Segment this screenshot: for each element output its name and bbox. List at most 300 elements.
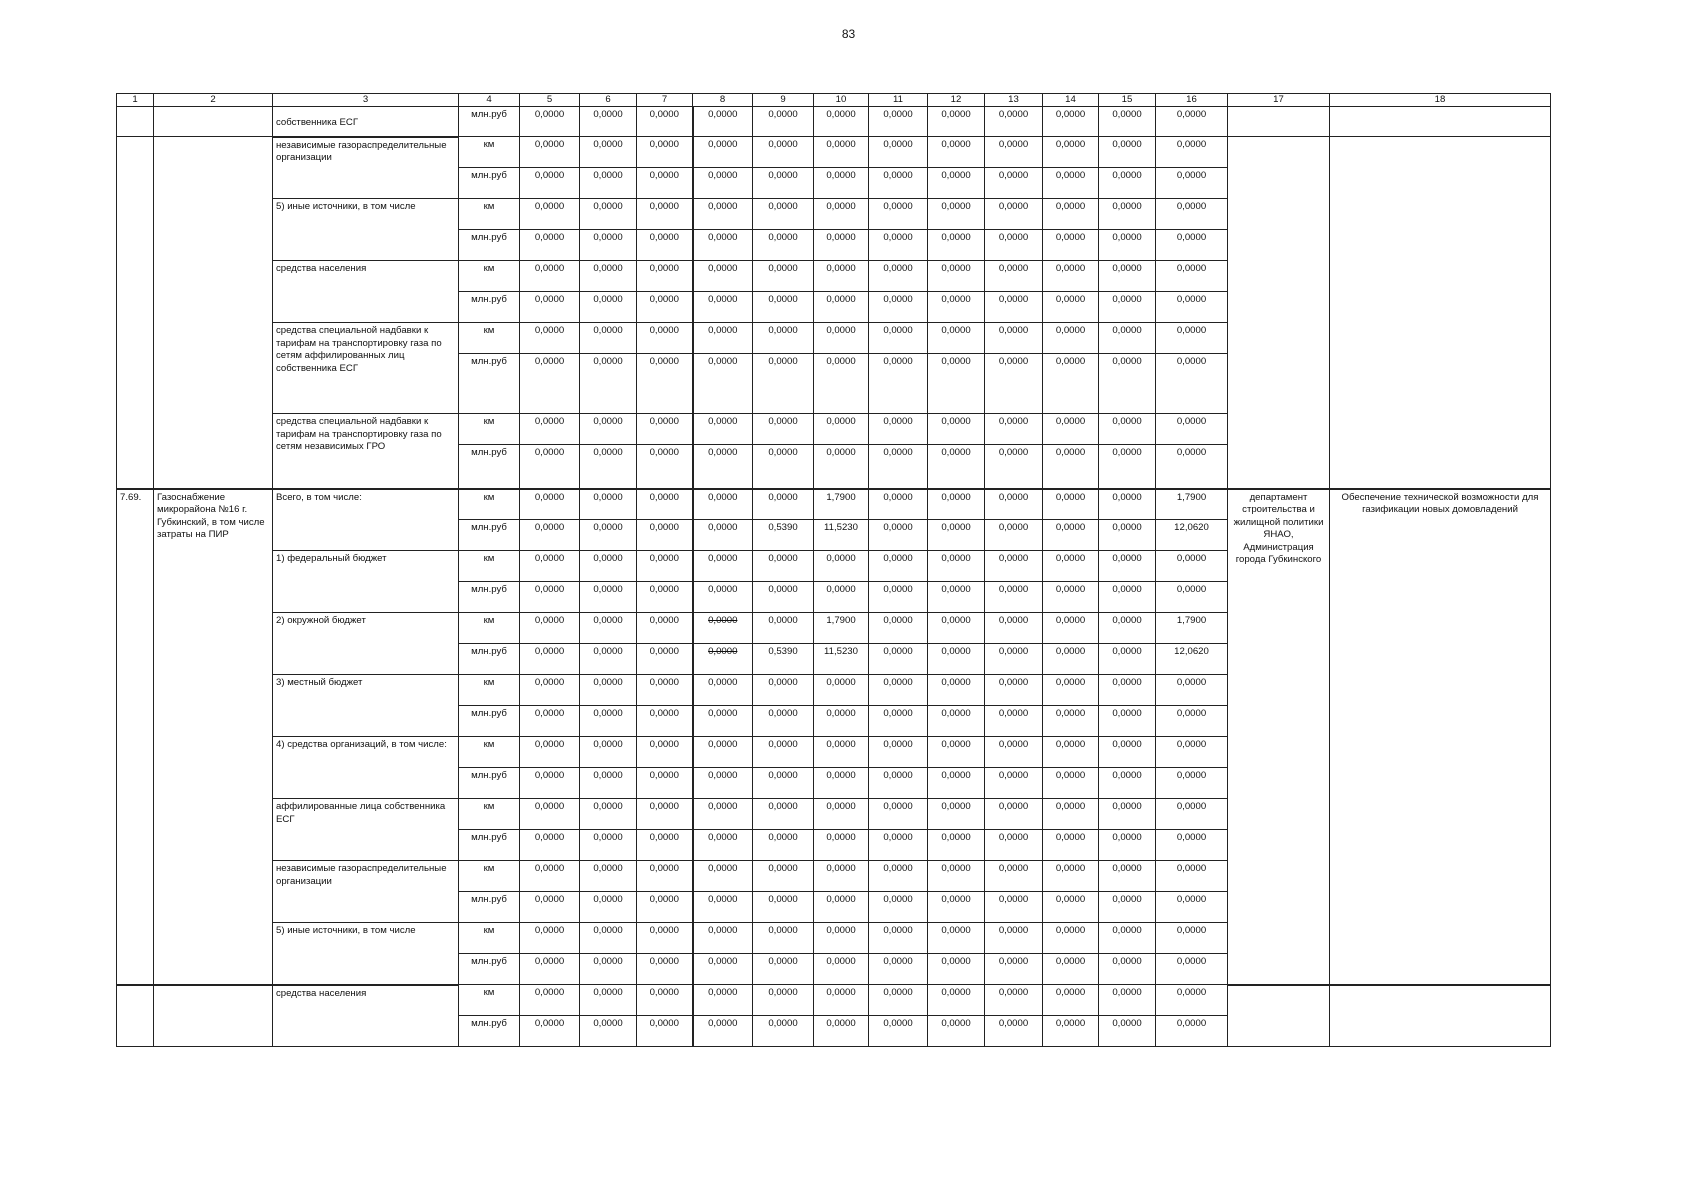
value-cell: 0,0000 (693, 137, 753, 168)
value-cell: 0,0000 (1099, 830, 1156, 861)
value-cell: 0,0000 (869, 230, 928, 261)
value-cell: 0,0000 (814, 414, 869, 445)
value-cell: 0,0000 (637, 354, 693, 414)
value-cell: 0,0000 (693, 954, 753, 985)
value-cell: 0,0000 (1156, 675, 1228, 706)
num-cell (117, 137, 154, 489)
value-cell: 0,0000 (520, 323, 580, 354)
value-cell: 0,0000 (985, 737, 1043, 768)
value-cell: 0,0000 (814, 582, 869, 613)
value-cell: 0,0000 (928, 582, 985, 613)
source-label: 5) иные источники, в том числе (273, 923, 459, 985)
value-cell: 0,0000 (1043, 414, 1099, 445)
value-cell: 0,0000 (1156, 414, 1228, 445)
value-cell: 0,0000 (580, 292, 637, 323)
value-cell: 0,0000 (985, 954, 1043, 985)
value-cell: 0,0000 (1043, 489, 1099, 520)
unit-cell: млн.руб (459, 168, 520, 199)
value-cell: 0,0000 (637, 551, 693, 582)
value-cell: 0,0000 (520, 199, 580, 230)
value-cell: 0,0000 (985, 261, 1043, 292)
column-header: 18 (1330, 94, 1551, 107)
column-header: 4 (459, 94, 520, 107)
unit-cell: км (459, 737, 520, 768)
value-cell: 0,0000 (985, 230, 1043, 261)
value-cell: 0,0000 (1043, 168, 1099, 199)
value-cell: 0,0000 (580, 706, 637, 737)
source-label: средства специальной надбавки к тарифам на транспортировку газа по сетям аффилированных лиц собственника ЕСГ (273, 323, 459, 414)
value-cell: 0,0000 (1043, 354, 1099, 414)
value-cell: 0,0000 (1043, 923, 1099, 954)
value-cell: 0,0000 (1043, 675, 1099, 706)
value-cell: 0,0000 (814, 551, 869, 582)
value-cell: 0,0000 (753, 137, 814, 168)
unit-cell: млн.руб (459, 644, 520, 675)
value-cell: 0,0000 (814, 230, 869, 261)
value-cell: 0,0000 (1156, 985, 1228, 1016)
column-header: 8 (693, 94, 753, 107)
value-cell: 0,0000 (520, 675, 580, 706)
source-label: 2) окружной бюджет (273, 613, 459, 675)
unit-cell: млн.руб (459, 445, 520, 489)
table-row (117, 985, 1551, 1016)
value-cell: 0,0000 (520, 230, 580, 261)
value-cell: 0,0000 (580, 107, 637, 137)
value-cell: 1,7900 (1156, 489, 1228, 520)
value-cell: 0,0000 (1099, 923, 1156, 954)
unit-cell: млн.руб (459, 768, 520, 799)
value-cell: 0,0000 (637, 892, 693, 923)
value-cell: 0,0000 (693, 292, 753, 323)
value-cell: 0,0000 (1043, 582, 1099, 613)
value-cell: 0,0000 (520, 354, 580, 414)
value-cell: 0,0000 (869, 107, 928, 137)
value-cell: 0,0000 (753, 768, 814, 799)
value-cell: 0,0000 (580, 414, 637, 445)
value-cell: 0,0000 (1156, 737, 1228, 768)
value-cell: 0,0000 (928, 551, 985, 582)
value-cell: 0,0000 (580, 582, 637, 613)
value-cell: 0,0000 (928, 954, 985, 985)
value-cell: 0,0000 (985, 489, 1043, 520)
column-header: 15 (1099, 94, 1156, 107)
value-cell: 0,0000 (928, 768, 985, 799)
value-cell: 0,0000 (1043, 551, 1099, 582)
value-cell: 0,0000 (928, 923, 985, 954)
column-header: 12 (928, 94, 985, 107)
value-cell: 0,0000 (637, 582, 693, 613)
column-header: 6 (580, 94, 637, 107)
value-cell: 0,0000 (985, 168, 1043, 199)
unit-cell: млн.руб (459, 107, 520, 137)
unit-cell: км (459, 799, 520, 830)
column-header: 2 (154, 94, 273, 107)
value-cell: 0,0000 (637, 737, 693, 768)
value-cell: 0,0000 (1099, 199, 1156, 230)
value-cell: 0,0000 (1099, 861, 1156, 892)
value-cell: 0,0000 (814, 199, 869, 230)
value-cell: 0,0000 (753, 292, 814, 323)
value-cell: 0,0000 (753, 706, 814, 737)
value-cell: 0,0000 (869, 954, 928, 985)
unit-cell: млн.руб (459, 230, 520, 261)
value-cell: 0,0000 (985, 768, 1043, 799)
value-cell: 0,0000 (693, 706, 753, 737)
value-cell: 1,7900 (814, 613, 869, 644)
source-label: средства населения (273, 261, 459, 323)
value-cell: 0,0000 (753, 354, 814, 414)
value-cell: 12,0620 (1156, 520, 1228, 551)
value-cell: 0,0000 (637, 168, 693, 199)
value-cell: 0,0000 (693, 489, 753, 520)
value-cell: 0,0000 (693, 1016, 753, 1047)
value-cell: 0,0000 (1099, 414, 1156, 445)
value-cell: 0,0000 (985, 861, 1043, 892)
value-cell: 0,0000 (637, 445, 693, 489)
value-cell: 0,0000 (753, 445, 814, 489)
value-cell: 0,0000 (814, 768, 869, 799)
num-cell (117, 107, 154, 137)
value-cell: 0,0000 (753, 954, 814, 985)
value-cell: 0,0000 (637, 644, 693, 675)
value-cell: 0,0000 (1043, 644, 1099, 675)
value-cell: 0,0000 (580, 737, 637, 768)
value-cell: 0,0000 (1156, 799, 1228, 830)
value-cell: 0,0000 (1156, 551, 1228, 582)
value-cell: 0,0000 (869, 1016, 928, 1047)
value-cell: 0,0000 (1043, 613, 1099, 644)
value-cell: 0,0000 (693, 923, 753, 954)
value-cell: 0,0000 (928, 675, 985, 706)
value-cell: 0,0000 (1156, 923, 1228, 954)
unit-cell: км (459, 613, 520, 644)
value-cell: 0,0000 (520, 985, 580, 1016)
value-cell: 0,0000 (869, 768, 928, 799)
unit-cell: км (459, 489, 520, 520)
unit-cell: км (459, 551, 520, 582)
value-cell: 0,0000 (985, 445, 1043, 489)
value-cell: 0,0000 (1156, 582, 1228, 613)
value-cell: 0,0000 (928, 292, 985, 323)
value-cell: 0,0000 (1156, 954, 1228, 985)
value-cell: 0,0000 (928, 354, 985, 414)
value-cell: 0,0000 (693, 354, 753, 414)
value-cell: 0,0000 (753, 230, 814, 261)
value-cell: 0,0000 (1043, 199, 1099, 230)
value-cell: 0,0000 (1043, 985, 1099, 1016)
value-cell: 0,0000 (693, 830, 753, 861)
value-cell: 0,0000 (928, 445, 985, 489)
value-cell: 0,0000 (928, 414, 985, 445)
value-cell: 0,0000 (985, 830, 1043, 861)
value-cell: 0,0000 (1099, 520, 1156, 551)
value-cell: 0,0000 (637, 954, 693, 985)
value-cell: 0,0000 (1043, 520, 1099, 551)
value-cell: 0,0000 (520, 107, 580, 137)
value-cell: 0,0000 (693, 168, 753, 199)
value-cell: 0,0000 (1099, 292, 1156, 323)
value-cell: 0,5390 (753, 644, 814, 675)
source-label: средства населения (273, 985, 459, 1047)
value-cell: 0,0000 (1156, 199, 1228, 230)
value-cell: 0,0000 (869, 199, 928, 230)
value-cell: 0,0000 (693, 861, 753, 892)
value-cell: 0,0000 (928, 489, 985, 520)
value-cell: 0,0000 (693, 107, 753, 137)
value-cell: 0,0000 (928, 706, 985, 737)
value-cell: 0,0000 (985, 675, 1043, 706)
value-cell: 0,0000 (1156, 768, 1228, 799)
value-cell: 0,0000 (693, 520, 753, 551)
value-cell: 0,0000 (520, 861, 580, 892)
value-cell: 0,0000 (869, 489, 928, 520)
source-label: независимые газораспределительные организации (273, 137, 459, 199)
value-cell: 0,0000 (637, 706, 693, 737)
value-cell: 0,0000 (637, 768, 693, 799)
value-cell: 0,0000 (869, 644, 928, 675)
value-cell: 0,0000 (985, 582, 1043, 613)
value-cell: 0,0000 (814, 107, 869, 137)
value-cell: 0,0000 (1156, 892, 1228, 923)
item-name: Газоснабжение микрорайона №16 г. Губкинский, в том числе затраты на ПИР (154, 489, 273, 985)
value-cell: 0,0000 (928, 985, 985, 1016)
value-cell: 0,0000 (520, 768, 580, 799)
name-cell (154, 137, 273, 489)
column-header: 5 (520, 94, 580, 107)
value-cell: 0,0000 (814, 737, 869, 768)
source-label: 4) средства организаций, в том числе: (273, 737, 459, 799)
value-cell: 0,0000 (814, 261, 869, 292)
value-cell: 0,0000 (869, 323, 928, 354)
value-cell: 0,0000 (928, 613, 985, 644)
value-cell: 0,0000 (580, 489, 637, 520)
value-cell: 0,0000 (1043, 261, 1099, 292)
unit-cell: млн.руб (459, 292, 520, 323)
value-cell: 1,7900 (814, 489, 869, 520)
value-cell: 0,0000 (814, 323, 869, 354)
value-cell: 0,0000 (520, 414, 580, 445)
value-cell: 0,0000 (1156, 137, 1228, 168)
value-cell: 0,0000 (869, 923, 928, 954)
value-cell: 0,0000 (580, 954, 637, 985)
goal-cell (1330, 107, 1551, 137)
value-cell: 0,0000 (928, 520, 985, 551)
executor-cell (1228, 107, 1330, 137)
unit-cell: км (459, 261, 520, 292)
source-label: собственника ЕСГ (273, 107, 459, 137)
value-cell: 0,0000 (753, 414, 814, 445)
value-cell: 0,0000 (693, 445, 753, 489)
value-cell: 0,0000 (1099, 489, 1156, 520)
value-cell: 0,0000 (985, 354, 1043, 414)
value-cell: 0,0000 (580, 613, 637, 644)
value-cell: 0,0000 (814, 1016, 869, 1047)
value-cell: 0,0000 (928, 1016, 985, 1047)
value-cell: 0,0000 (580, 551, 637, 582)
value-cell: 0,0000 (637, 292, 693, 323)
value-cell: 0,0000 (1099, 799, 1156, 830)
value-cell: 0,0000 (1156, 830, 1228, 861)
value-cell: 0,0000 (637, 923, 693, 954)
value-cell: 11,5230 (814, 644, 869, 675)
value-cell: 0,0000 (693, 261, 753, 292)
value-cell: 0,0000 (580, 799, 637, 830)
value-cell: 0,0000 (985, 107, 1043, 137)
value-cell: 0,0000 (520, 445, 580, 489)
value-cell: 0,0000 (1099, 1016, 1156, 1047)
value-cell: 0,0000 (1099, 892, 1156, 923)
value-cell: 0,0000 (520, 582, 580, 613)
value-cell: 0,0000 (1099, 768, 1156, 799)
value-cell: 0,0000 (580, 445, 637, 489)
item-number: 7.69. (117, 489, 154, 985)
source-label: 1) федеральный бюджет (273, 551, 459, 613)
source-label: независимые газораспределительные организации (273, 861, 459, 923)
value-cell: 0,0000 (814, 168, 869, 199)
value-cell: 0,0000 (753, 323, 814, 354)
value-cell: 0,0000 (928, 799, 985, 830)
value-cell: 0,0000 (985, 414, 1043, 445)
value-cell: 0,0000 (814, 675, 869, 706)
value-cell: 0,0000 (637, 199, 693, 230)
value-cell: 0,0000 (580, 230, 637, 261)
value-cell: 0,0000 (520, 737, 580, 768)
unit-cell: км (459, 323, 520, 354)
value-cell: 0,0000 (693, 799, 753, 830)
value-cell: 0,0000 (753, 923, 814, 954)
value-cell: 0,0000 (928, 737, 985, 768)
table-row (117, 489, 1551, 520)
value-cell: 0,5390 (753, 520, 814, 551)
unit-cell: км (459, 199, 520, 230)
value-cell: 0,0000 (985, 985, 1043, 1016)
value-cell: 0,0000 (1099, 644, 1156, 675)
unit-cell: млн.руб (459, 582, 520, 613)
value-cell: 0,0000 (1043, 737, 1099, 768)
value-cell: 0,0000 (520, 799, 580, 830)
value-cell: 0,0000 (580, 675, 637, 706)
value-cell: 0,0000 (637, 799, 693, 830)
value-cell: 0,0000 (928, 323, 985, 354)
unit-cell: млн.руб (459, 892, 520, 923)
value-cell: 0,0000 (869, 292, 928, 323)
value-cell: 0,0000 (693, 199, 753, 230)
value-cell: 0,0000 (753, 675, 814, 706)
executor-cell (1228, 137, 1330, 489)
value-cell: 0,0000 (814, 923, 869, 954)
value-cell: 0,0000 (637, 520, 693, 551)
value-cell: 0,0000 (1043, 830, 1099, 861)
value-cell: 0,0000 (985, 199, 1043, 230)
value-cell: 0,0000 (753, 551, 814, 582)
value-cell: 0,0000 (985, 706, 1043, 737)
value-cell: 0,0000 (580, 137, 637, 168)
value-cell: 0,0000 (1099, 168, 1156, 199)
value-cell: 0,0000 (1043, 892, 1099, 923)
value-cell: 0,0000 (693, 737, 753, 768)
value-cell: 0,0000 (1099, 582, 1156, 613)
value-cell: 0,0000 (693, 582, 753, 613)
goal-cell (1330, 985, 1551, 1047)
value-cell: 0,0000 (869, 354, 928, 414)
value-cell: 0,0000 (1099, 985, 1156, 1016)
value-cell: 0,0000 (1043, 292, 1099, 323)
value-cell: 0,0000 (753, 107, 814, 137)
value-cell: 0,0000 (637, 489, 693, 520)
value-cell: 0,0000 (1099, 230, 1156, 261)
value-cell: 0,0000 (520, 168, 580, 199)
value-cell: 0,0000 (814, 985, 869, 1016)
value-cell (693, 613, 753, 644)
value-cell: 0,0000 (1043, 954, 1099, 985)
value-cell: 0,0000 (580, 830, 637, 861)
value-cell: 0,0000 (1099, 323, 1156, 354)
value-cell: 0,0000 (1099, 954, 1156, 985)
value-cell: 0,0000 (580, 354, 637, 414)
goal-cell (1330, 137, 1551, 489)
value-cell: 0,0000 (928, 861, 985, 892)
value-cell: 0,0000 (753, 489, 814, 520)
value-cell: 0,0000 (869, 706, 928, 737)
value-cell: 0,0000 (928, 892, 985, 923)
unit-cell: км (459, 923, 520, 954)
value-cell (693, 644, 753, 675)
budget-table (116, 93, 1551, 1047)
value-cell: 0,0000 (520, 613, 580, 644)
value-cell: 0,0000 (1156, 1016, 1228, 1047)
value-cell: 0,0000 (1043, 323, 1099, 354)
source-label: средства специальной надбавки к тарифам на транспортировку газа по сетям независимых ГРО (273, 414, 459, 489)
goal-cell: Обеспечение технической возможности для газификации новых домовладений (1330, 489, 1551, 985)
value-cell: 0,0000 (869, 830, 928, 861)
value-cell: 0,0000 (1043, 107, 1099, 137)
value-cell: 0,0000 (1156, 706, 1228, 737)
value-cell: 0,0000 (520, 261, 580, 292)
struck-value: 0,0000 (708, 615, 738, 626)
value-cell: 0,0000 (580, 892, 637, 923)
unit-cell: млн.руб (459, 706, 520, 737)
value-cell: 0,0000 (637, 323, 693, 354)
value-cell: 0,0000 (985, 892, 1043, 923)
value-cell: 12,0620 (1156, 644, 1228, 675)
value-cell: 0,0000 (1099, 613, 1156, 644)
unit-cell: млн.руб (459, 954, 520, 985)
value-cell: 0,0000 (928, 137, 985, 168)
value-cell: 0,0000 (814, 861, 869, 892)
value-cell: 0,0000 (1043, 137, 1099, 168)
value-cell: 0,0000 (1099, 137, 1156, 168)
column-header: 10 (814, 94, 869, 107)
value-cell: 0,0000 (814, 292, 869, 323)
value-cell: 0,0000 (1099, 354, 1156, 414)
value-cell: 0,0000 (869, 520, 928, 551)
table-row (117, 107, 1551, 137)
value-cell: 0,0000 (520, 644, 580, 675)
value-cell: 11,5230 (814, 520, 869, 551)
value-cell: 0,0000 (753, 737, 814, 768)
value-cell: 0,0000 (1043, 861, 1099, 892)
value-cell: 0,0000 (520, 520, 580, 551)
value-cell: 0,0000 (753, 892, 814, 923)
value-cell: 0,0000 (814, 706, 869, 737)
value-cell: 0,0000 (580, 168, 637, 199)
value-cell: 0,0000 (520, 137, 580, 168)
value-cell: 0,0000 (928, 644, 985, 675)
value-cell: 0,0000 (869, 892, 928, 923)
value-cell: 0,0000 (814, 954, 869, 985)
unit-cell: млн.руб (459, 520, 520, 551)
value-cell: 0,0000 (928, 107, 985, 137)
